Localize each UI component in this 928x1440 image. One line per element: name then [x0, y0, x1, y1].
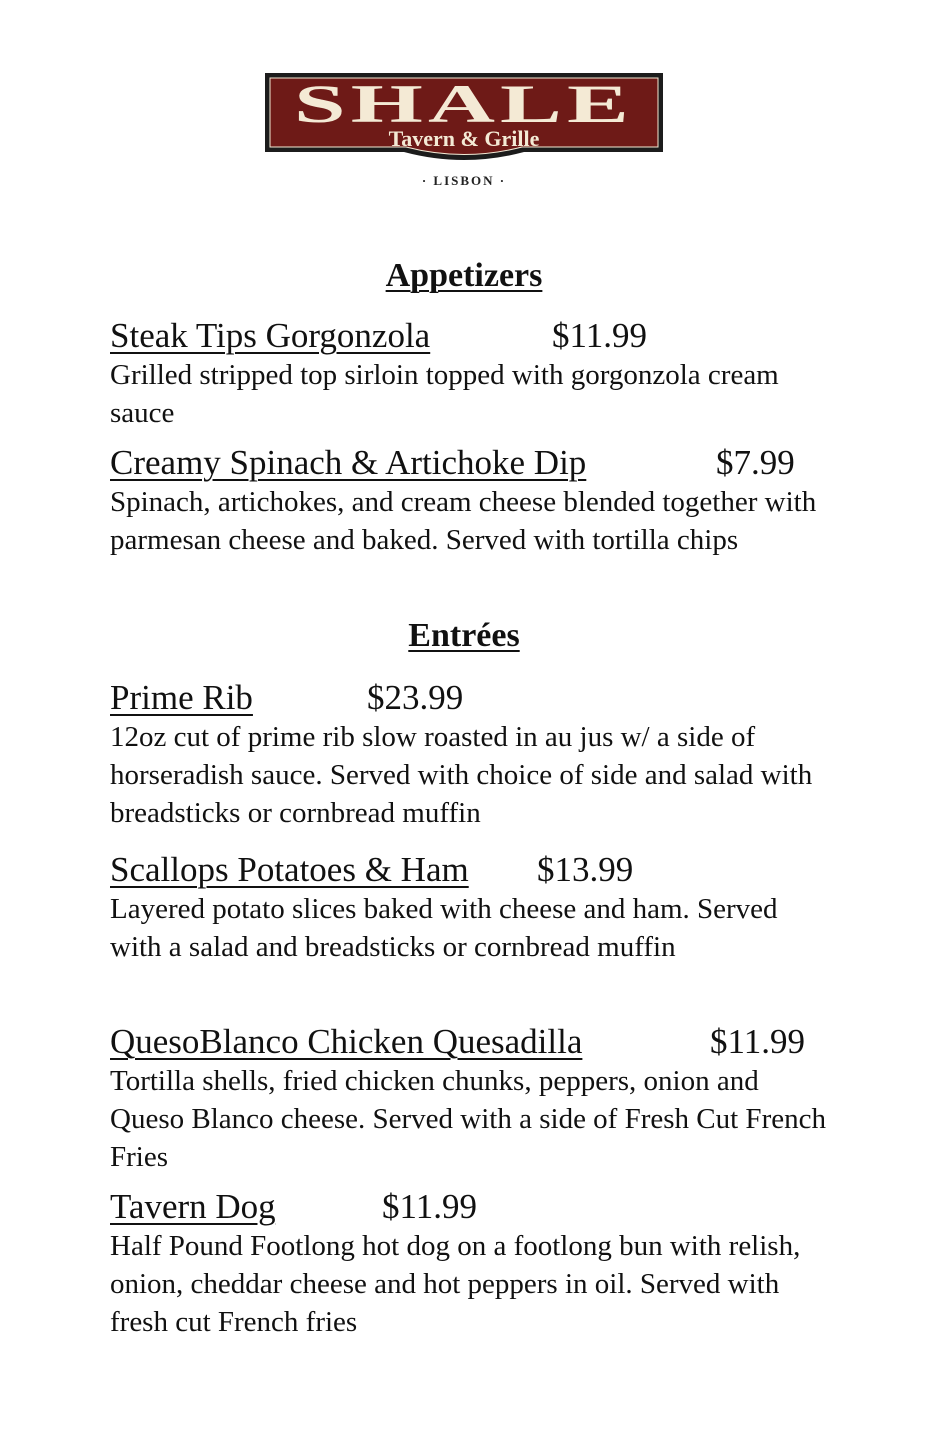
- item-name: Tavern Dog: [110, 1187, 276, 1226]
- item-description: Spinach, artichokes, and cream cheese blended together with parmesan cheese and baked. Served with tortilla chips: [110, 486, 817, 556]
- section-heading-appetizers: Appetizers: [385, 257, 543, 294]
- item-price: $11.99: [710, 1022, 805, 1061]
- item-price: $13.99: [537, 850, 634, 889]
- item-price: $7.99: [716, 443, 795, 482]
- item-description: Grilled stripped top sirloin topped with gorgonzola cream sauce: [110, 359, 779, 429]
- item-price: $11.99: [382, 1187, 477, 1226]
- logo-location: · LISBON ·: [421, 173, 507, 188]
- section-heading-entrees: Entrées: [408, 617, 520, 654]
- logo-subtitle: Tavern & Grille: [388, 126, 540, 151]
- item-name: Steak Tips Gorgonzola: [110, 316, 431, 355]
- item-name: Prime Rib: [110, 678, 253, 717]
- item-name: QuesoBlanco Chicken Quesadilla: [110, 1022, 583, 1061]
- shale-logo: [264, 72, 664, 192]
- item-name: Scallops Potatoes & Ham: [110, 850, 469, 889]
- item-description: Half Pound Footlong hot dog on a footlong bun with relish, onion, cheddar cheese and hot peppers in oil. Served with fresh cut French fries: [110, 1230, 801, 1338]
- item-description: Tortilla shells, fried chicken chunks, peppers, onion and Queso Blanco cheese. Served with a side of Fresh Cut French Fries: [110, 1065, 826, 1173]
- logo-name: SHALE: [294, 74, 634, 134]
- item-name: Creamy Spinach & Artichoke Dip: [110, 443, 587, 482]
- item-price: $23.99: [367, 678, 464, 717]
- item-price: $11.99: [552, 316, 647, 355]
- item-description: 12oz cut of prime rib slow roasted in au jus w/ a side of horseradish sauce. Served with choice of side and salad with breadsticks or cornbread muffin: [110, 721, 813, 829]
- item-description: Layered potato slices baked with cheese and ham. Served with a salad and breadsticks or cornbread muffin: [110, 893, 778, 963]
